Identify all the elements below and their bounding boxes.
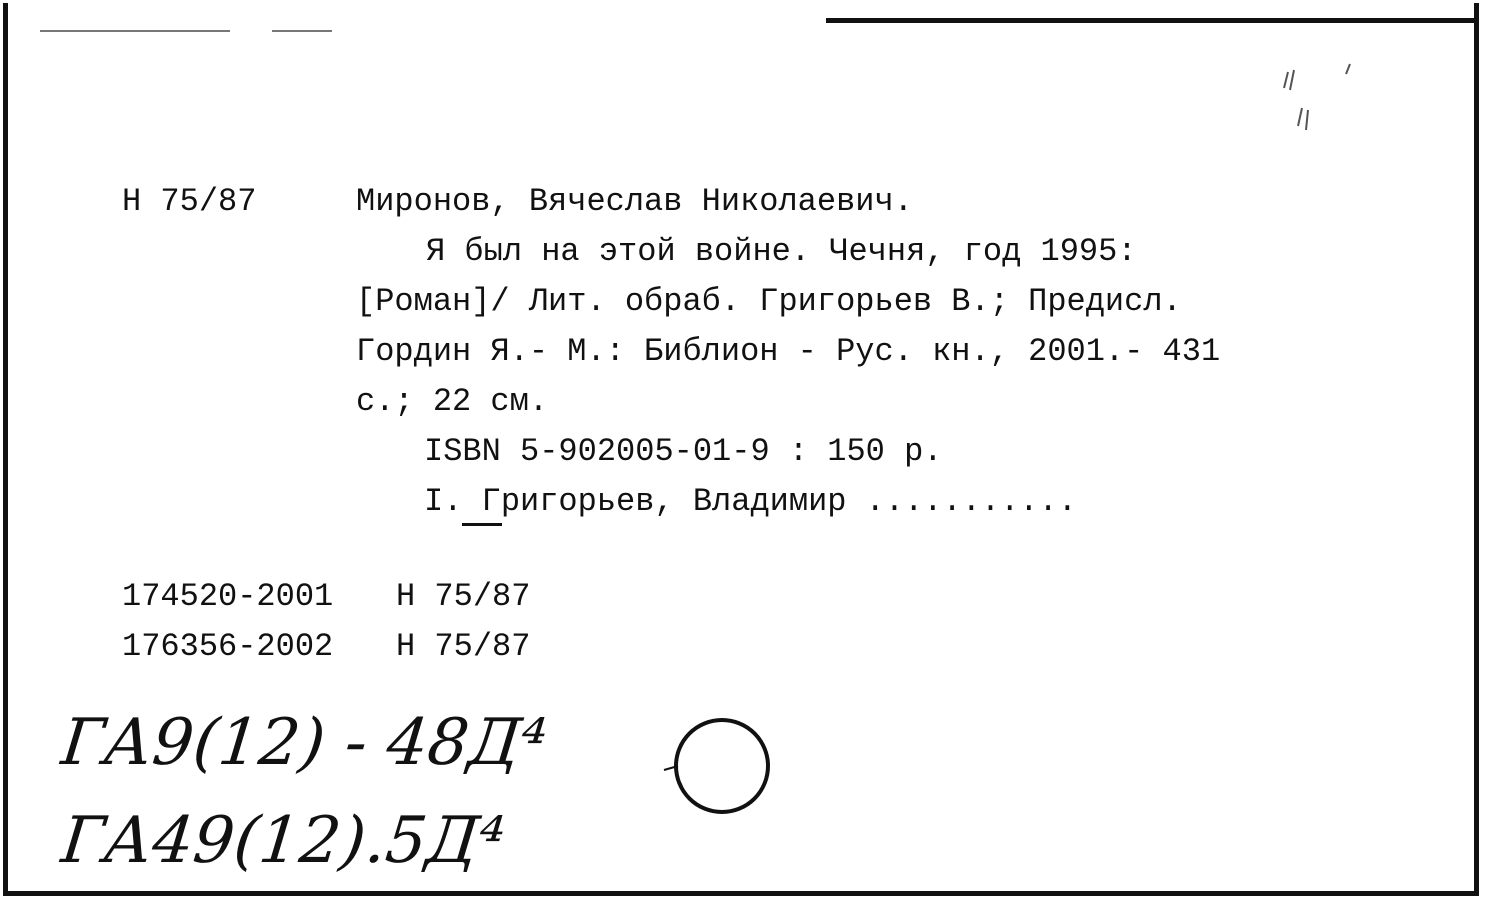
pencil-tick-marks [1280,60,1360,140]
inventory-number: 174520-2001 [122,578,334,615]
handwritten-classification-2: ГА49(12).5Д⁴ [58,804,509,878]
card-top-edge [826,18,1476,23]
shelf-mark: Н 75/87 [122,183,257,220]
inventory-number: 176356-2002 [122,628,334,665]
title-line-1: Я был на этой войне. Чечня, год 1995: [426,233,1137,270]
circle-stamp-mark [660,712,780,824]
isbn-line: ISBN 5-902005-01-9 : 150 р. [424,433,943,470]
title-line-4: с.; 22 см. [356,383,549,420]
added-entry: I. Григорьев, Владимир ........... [424,483,1077,520]
pencil-underline [462,523,502,526]
inventory-mark: Н 75/87 [396,628,531,665]
faint-dash-line [40,30,230,32]
inventory-mark: Н 75/87 [396,578,531,615]
author-heading: Миронов, Вячеслав Николаевич. [356,183,913,220]
handwritten-classification-1: ГА9(12) - 48Д⁴ [58,706,551,780]
title-line-2: [Роман]/ Лит. обраб. Григорьев В.; Предисл. [356,283,1182,320]
faint-dash-line [272,30,332,32]
title-line-3: Гордин Я.- М.: Библион - Рус. кн., 2001.- 431 [356,333,1221,370]
